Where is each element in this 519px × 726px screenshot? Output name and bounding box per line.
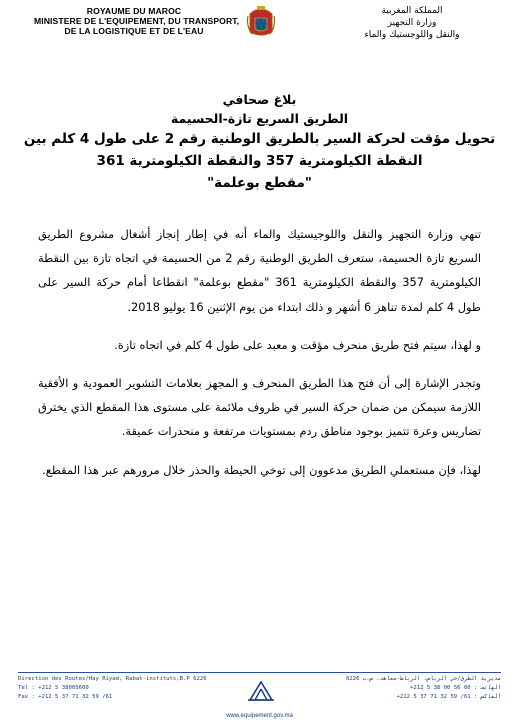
header-arabic-line-2: وزارة التجهيز bbox=[387, 18, 437, 28]
header-french-line-1: ROYAUME DU MAROC bbox=[86, 6, 182, 16]
ministry-logo-icon bbox=[246, 680, 276, 702]
footer-french-line-1: Direction des Routes/Hay Riyad, Rabat-instituts,B.P 6226 bbox=[18, 676, 207, 682]
header-french-line-3: DE LA LOGISTIQUE ET DE L'EAU bbox=[64, 26, 204, 37]
paragraph-2: و لهذا، سيتم فتح طريق منحرف مؤقت و معبد على طول 4 كلم في اتجاه تازة. bbox=[114, 337, 481, 352]
footer-french-line-3: Fax : +212 5 37 71 32 59 /61 bbox=[18, 694, 113, 700]
header-arabic-line-3: والنقل واللوجستيك والماء bbox=[364, 30, 460, 40]
subject-line-3: "مقطع بوعلمة" bbox=[207, 175, 312, 191]
paragraph-4: لهذا، فإن مستعملي الطريق مدعوون إلى توخي الحيطة والحذر خلال مرورهم عبر هذا المقطع. bbox=[42, 462, 481, 477]
subject-line-1: تحويل مؤقت لحركة السير بالطريق الوطنية رقم 2 على طول 4 كلم بين bbox=[23, 131, 496, 147]
header-arabic bbox=[327, 5, 497, 41]
footer-divider bbox=[18, 672, 501, 673]
paragraph-3: وتجدر الإشارة إلى أن فتح هذا الطريق المنحرف و المجهز بعلامات التشوير العمودية و الأفقية اللازمة سيمكن من ضمان حركة السير في ظروف ملائمة على مستوى هذا المقطع الذي يخترق تضاريس وعرة تتميز بوجود مناطق ردم بمستويات مرتفعة و منحدرات عميقة. bbox=[38, 376, 481, 439]
title-block bbox=[20, 90, 499, 194]
footer-arabic-line-2: الهاتف : 00 56 00 38 5 212+ bbox=[409, 685, 501, 691]
press-release-body bbox=[38, 222, 481, 482]
footer-arabic-line-3: الفاكس : 61/ 59 32 71 37 5 212+ bbox=[396, 694, 501, 700]
footer-french-line-2: Tel : +212 5 38005600 bbox=[18, 685, 89, 691]
header-french bbox=[34, 6, 240, 37]
subject-line-2: النقطة الكيلومترية 357 والنقطة الكيلومترية 361 bbox=[96, 153, 423, 169]
paragraph-1: تنهي وزارة التجهيز والنقل واللوجيستيك والماء أنه في إطار إنجاز أشغال مشروع الطريق السريع تازة الحسيمة، ستعرف الطريق الوطنية رقم 2 من الحسيمة في اتجاه تازة بين النقطة الكيلومترية 357 والنقطة الكيلومترية 361 "مقطع بوعلمة" انقطاعا أمام حركة السير على طول 4 كلم لمدة تناهز 6 أشهر و ذلك ابتداء من يوم الإثنين 16 يوليو 2018. bbox=[38, 227, 481, 314]
header-arabic-line-1: المملكة المغربية bbox=[381, 6, 443, 16]
coat-of-arms-icon bbox=[246, 2, 276, 38]
header-french-line-2: MINISTERE DE L'EQUIPEMENT, DU TRANSPORT, bbox=[34, 16, 240, 27]
press-release-title: بلاغ صحافي bbox=[222, 92, 297, 107]
project-title: الطريق السريع تازة-الحسيمة bbox=[170, 111, 349, 126]
website-url[interactable]: www.equipement.gov.ma bbox=[226, 713, 293, 719]
footer-address-arabic bbox=[301, 675, 501, 702]
footer-address-french bbox=[18, 675, 207, 702]
footer-arabic-line-1: مديرية الطرق/حي الرياض، الرباط-معاهد، ص.ب 6226 bbox=[346, 676, 501, 682]
